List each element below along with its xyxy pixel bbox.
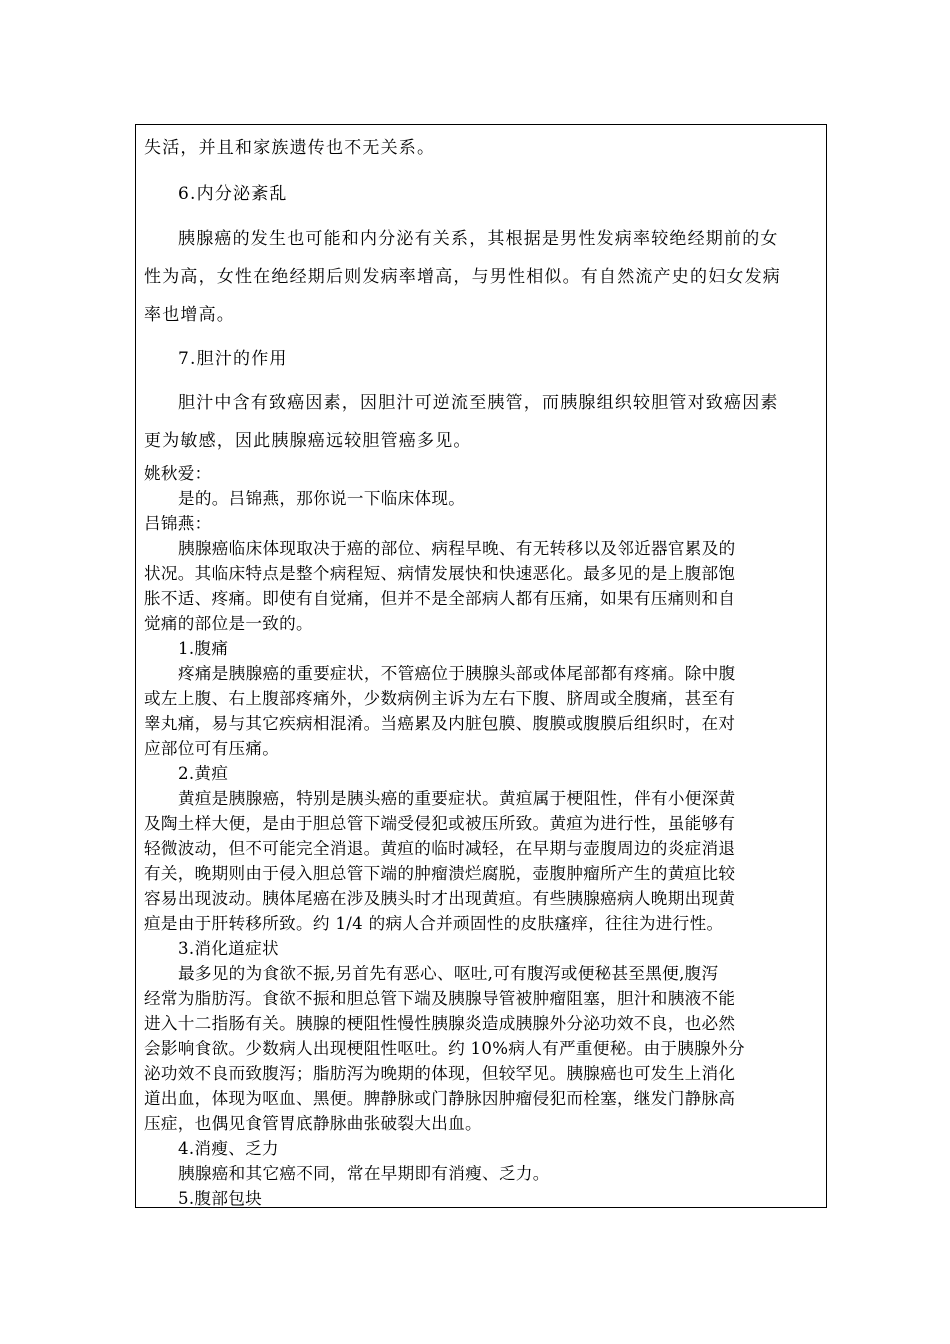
section-heading: 3.消化道症状 (178, 939, 279, 958)
paragraph-line: 泌功效不良而致腹泻；脂肪泻为晚期的体现，但较罕见。胰腺癌也可发生上消化 (144, 1064, 736, 1083)
paragraph-line: 应部位可有压痛。 (144, 739, 280, 758)
dialogue-line: 是的。吕锦燕，那你说一下临床体现。 (178, 489, 466, 508)
paragraph-line: 胆汁中含有致癌因素，因胆汁可逆流至胰管，而胰腺组织较胆管对致癌因素 (178, 393, 779, 413)
speaker-name: 吕锦燕： (144, 514, 212, 533)
speaker-name: 姚秋爱： (144, 464, 212, 483)
paragraph-line: 觉痛的部位是一致的。 (144, 614, 313, 633)
paragraph-line: 或左上腹、右上腹部疼痛外，少数病例主诉为左右下腹、脐周或全腹痛，甚至有 (144, 689, 736, 708)
paragraph-line: 道出血，体现为呕血、黑便。脾静脉或门静脉因肿瘤侵犯而栓塞，继发门静脉高 (144, 1089, 736, 1108)
paragraph-line: 失活，并且和家族遗传也不无关系。 (144, 138, 436, 158)
paragraph-line: 疼痛是胰腺癌的重要症状，不管癌位于胰腺头部或体尾部都有疼痛。除中腹 (178, 664, 736, 683)
paragraph-line: 更为敏感，因此胰腺癌远较胆管癌多见。 (144, 431, 472, 451)
paragraph-line: 率也增高。 (144, 305, 235, 325)
paragraph-line: 容易出现波动。胰体尾癌在涉及胰头时才出现黄疸。有些胰腺癌病人晚期出现黄 (144, 889, 736, 908)
section-heading: 4.消瘦、乏力 (178, 1139, 279, 1158)
section-heading: 1.腹痛 (178, 639, 229, 658)
paragraph-line: 轻微波动，但不可能完全消退。黄疸的临时减轻，在早期与壶腹周边的炎症消退 (144, 839, 736, 858)
paragraph-line: 进入十二指肠有关。胰腺的梗阻性慢性胰腺炎造成胰腺外分泌功效不良，也必然 (144, 1014, 736, 1033)
paragraph-line: 会影响食欲。少数病人出现梗阻性呕吐。约 10%病人有严重便秘。由于胰腺外分 (144, 1039, 745, 1058)
paragraph-line: 性为高，女性在绝经期后则发病率增高，与男性相似。有自然流产史的妇女发病 (144, 267, 781, 287)
paragraph-line: 胀不适、疼痛。即使有自觉痛，但并不是全部病人都有压痛，如果有压痛则和自 (144, 589, 736, 608)
section-heading: 7.胆汁的作用 (178, 349, 288, 369)
paragraph-line: 胰腺癌的发生也可能和内分泌有关系，其根据是男性发病率较绝经期前的女 (178, 229, 779, 249)
paragraph-line: 胰腺癌临床体现取决于癌的部位、病程早晚、有无转移以及邻近器官累及的 (178, 539, 736, 558)
section-heading: 5.腹部包块 (178, 1189, 263, 1208)
paragraph-line: 有关，晚期则由于侵入胆总管下端的肿瘤溃烂腐脱，壶腹肿瘤所产生的黄疸比较 (144, 864, 736, 883)
paragraph-line: 睾丸痛，易与其它疾病相混淆。当癌累及内脏包膜、腹膜或腹膜后组织时，在对 (144, 714, 736, 733)
paragraph-line: 最多见的为食欲不振,另首先有恶心、呕吐,可有腹泻或便秘甚至黑便,腹泻 (178, 964, 719, 983)
section-heading: 2.黄疸 (178, 764, 229, 783)
paragraph-line: 及陶土样大便，是由于胆总管下端受侵犯或被压所致。黄疸为进行性，虽能够有 (144, 814, 736, 833)
paragraph-line: 胰腺癌和其它癌不同，常在早期即有消瘦、乏力。 (178, 1164, 550, 1183)
paragraph-line: 压症，也偶见食管胃底静脉曲张破裂大出血。 (144, 1114, 482, 1133)
section-heading: 6.内分泌紊乱 (178, 184, 288, 204)
paragraph-line: 疸是由于肝转移所致。约 1/4 的病人合并顽固性的皮肤瘙痒，往往为进行性。 (144, 914, 724, 933)
paragraph-line: 状况。其临床特点是整个病程短、病情发展快和快速恶化。最多见的是上腹部饱 (144, 564, 736, 583)
paragraph-line: 黄疸是胰腺癌，特别是胰头癌的重要症状。黄疸属于梗阻性，伴有小便深黄 (178, 789, 736, 808)
paragraph-line: 经常为脂肪泻。食欲不振和胆总管下端及胰腺导管被肿瘤阻塞，胆汁和胰液不能 (144, 989, 736, 1008)
